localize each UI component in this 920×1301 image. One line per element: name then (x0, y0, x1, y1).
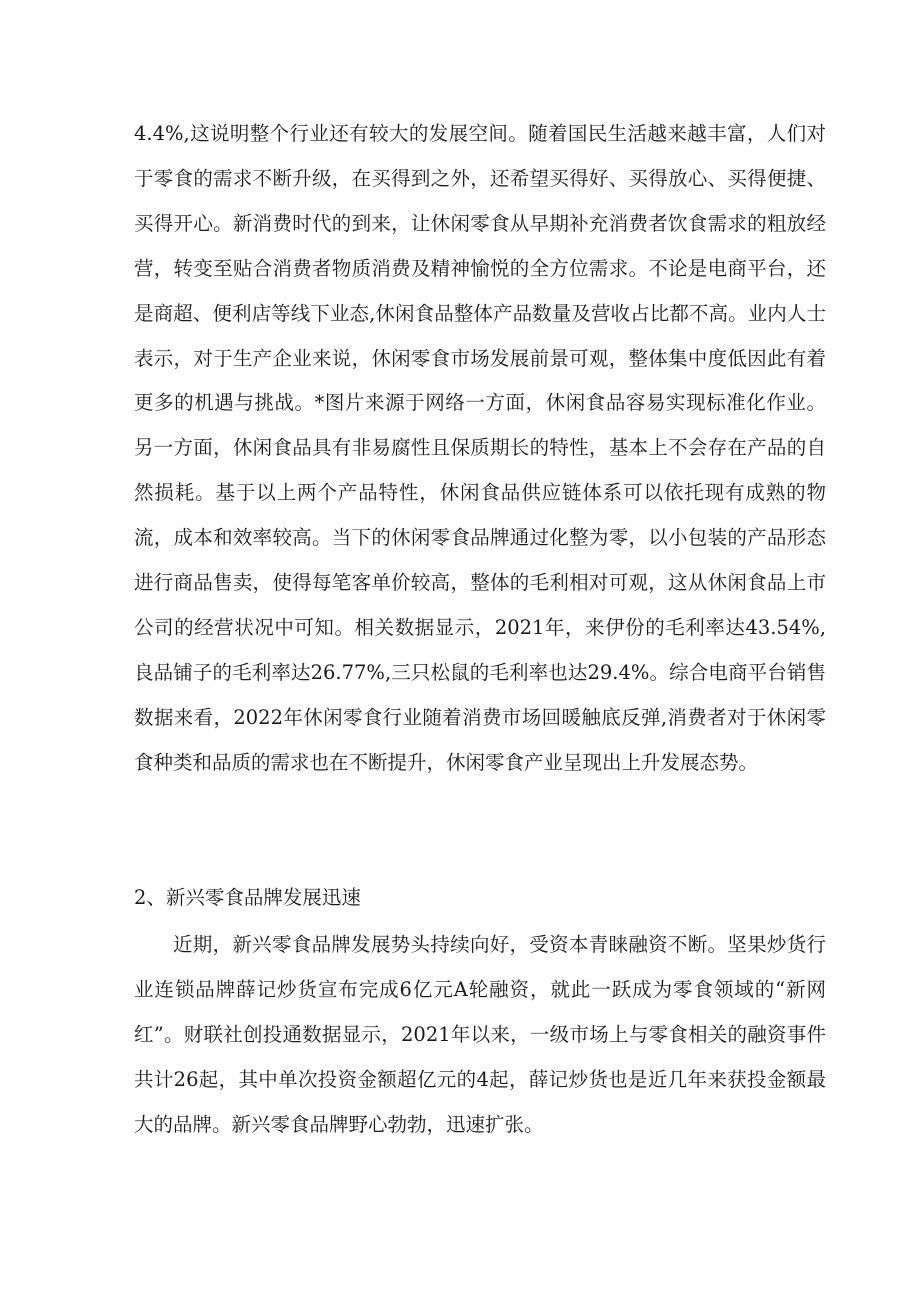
body-paragraph-section-2: 近期，新兴零食品牌发展势头持续向好，受资本青睐融资不断。坚果炒货行业连锁品牌薛记炒货宣布完成6亿元A轮融资，就此一跃成为零食领域的“新网红”。财联社创投通数据显示，2021年以来，一级市场上与零食相关的融资事件共计26起，其中单次投资金额超亿元的4起，薛记炒货也是近几年来获投金额最大的品牌。新兴零食品牌野心勃勃，迅速扩张。 (134, 933, 826, 1136)
section-heading: 2、新兴零食品牌发展迅速 (134, 886, 361, 909)
body-paragraph: 4.4%,这说明整个行业还有较大的发展空间。随着国民生活越来越丰富，人们对于零食的需求不断升级，在买得到之外，还希望买得好、买得放心、买得便捷、买得开心。新消费时代的到来，让休闲零食从早期补充消费者饮食需求的粗放经营，转变至贴合消费者物质消费及精神愉悦的全方位需求。不论是电商平台，还是商超、便利店等线下业态,休闲食品整体产品数量及营收占比都不高。业内人士表示，对于生产企业来说，休闲零食市场发展前景可观，整体集中度低因此有着更多的机遇与挑战。*图片来源于网络一方面，休闲食品容易实现标准化作业。另一方面，休闲食品具有非易腐性且保质期长的特性，基本上不会存在产品的自然损耗。基于以上两个产品特性，休闲食品供应链体系可以依托现有成熟的物流，成本和效率较高。当下的休闲零食品牌通过化整为零，以小包装的产品形态进行商品售卖，使得每笔客单价较高，整体的毛利相对可观，这从休闲食品上市公司的经营状况中可知。相关数据显示，2021年，来伊份的毛利率达43.54%,良品铺子的毛利率达26.77%,三只松鼠的毛利率也达29.4%。综合电商平台销售数据来看，2022年休闲零食行业随着消费市场回暖触底反弹,消费者对于休闲零食种类和品质的需求也在不断提升，休闲零食产业呈现出上升发展态势。 (134, 122, 826, 774)
